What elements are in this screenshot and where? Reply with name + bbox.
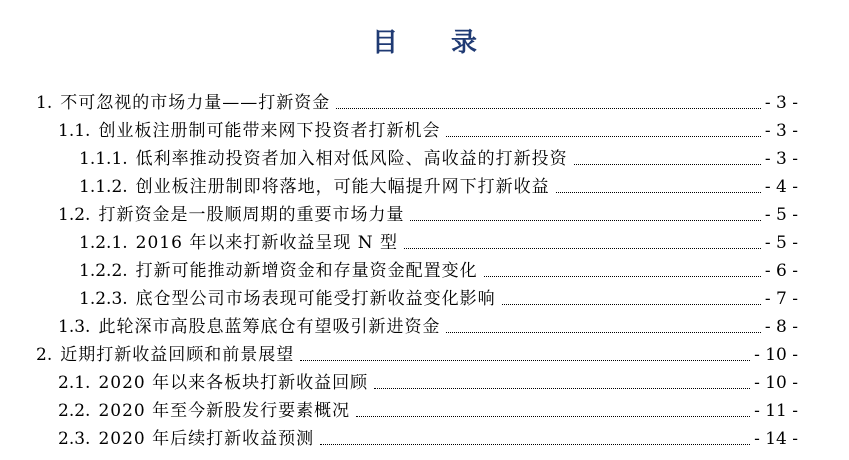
toc-entry-page: - 5 - (764, 205, 798, 225)
toc-title: 目 录 (371, 28, 500, 58)
toc-entry[interactable] (79, 170, 798, 198)
toc-dot-leader (574, 163, 761, 165)
toc-entry[interactable] (79, 254, 798, 282)
toc-entry-page: - 10 - (754, 345, 798, 365)
toc-entry[interactable] (58, 366, 798, 394)
toc-entry-number: 1.1. (58, 121, 91, 141)
toc-entry-number: 1.2.3. (79, 289, 128, 309)
toc-entry-page: - 5 - (764, 233, 798, 253)
toc-entry-text: 2020 年后续打新收益预测 (98, 429, 315, 449)
toc-entry-page: - 4 - (764, 177, 798, 197)
toc-entry-page: - 6 - (764, 261, 798, 281)
toc-entry[interactable] (79, 142, 798, 170)
toc-entry-text: 不可忽视的市场力量——打新资金 (60, 93, 331, 113)
toc-entry-page: - 10 - (754, 373, 798, 393)
toc-entry-number: 1.1.2. (79, 177, 128, 197)
toc-entry[interactable] (58, 422, 798, 450)
toc-entry-number: 1. (36, 93, 53, 113)
toc-entry-page: - 3 - (764, 149, 798, 169)
toc-dot-leader (484, 275, 761, 277)
toc-entry[interactable] (58, 198, 798, 226)
toc-entry-text: 此轮深市高股息蓝筹底仓有望吸引新进资金 (98, 317, 441, 337)
toc-entry-text: 2020 年至今新股发行要素概况 (98, 401, 351, 421)
toc-entry-number: 1.2.1. (79, 233, 128, 253)
toc-dot-leader (404, 247, 761, 249)
toc-entry-text: 2020 年以来各板块打新收益回顾 (98, 373, 369, 393)
toc-dot-leader (446, 135, 760, 137)
toc-entry-text: 底仓型公司市场表现可能受打新收益变化影响 (135, 289, 496, 309)
toc-entry-number: 2.2. (58, 401, 91, 421)
toc-entry-page: - 8 - (764, 317, 798, 337)
toc-entry-number: 2. (36, 345, 53, 365)
toc-entry-number: 2.3. (58, 429, 91, 449)
toc-entry-page: - 3 - (764, 93, 798, 113)
toc-entry-text: 打新资金是一股顺周期的重要市场力量 (98, 205, 405, 225)
toc-entry-text: 2016 年以来打新收益呈现 N 型 (135, 233, 399, 253)
toc-entry-number: 1.3. (58, 317, 91, 337)
toc-entry[interactable] (58, 394, 798, 422)
toc-entry-number: 1.2. (58, 205, 91, 225)
toc-entry[interactable] (36, 86, 798, 114)
toc-dot-leader (410, 219, 760, 221)
toc-dot-leader (502, 303, 761, 305)
toc-dot-leader (300, 359, 750, 361)
toc-entry-text: 近期打新收益回顾和前景展望 (60, 345, 295, 365)
toc-dot-leader (556, 191, 761, 193)
toc-entry-page: - 3 - (764, 121, 798, 141)
toc-entry-page: - 7 - (764, 289, 798, 309)
toc-entry[interactable] (79, 282, 798, 310)
toc-entry-text: 创业板注册制即将落地，可能大幅提升网下打新收益 (135, 177, 550, 197)
toc-dot-leader (446, 331, 760, 333)
toc-entry-page: - 14 - (754, 429, 798, 449)
toc-entry-number: 1.1.1. (79, 149, 128, 169)
toc-entry-text: 低利率推动投资者加入相对低风险、高收益的打新投资 (135, 149, 568, 169)
toc-entry-number: 2.1. (58, 373, 91, 393)
toc-entry-text: 打新可能推动新增资金和存量资金配置变化 (135, 261, 478, 281)
toc-dot-leader (374, 387, 750, 389)
toc-dot-leader (336, 107, 761, 109)
toc-entry[interactable] (58, 310, 798, 338)
toc-entry[interactable] (36, 338, 798, 366)
toc-entry-page: - 11 - (754, 401, 798, 421)
toc-entry[interactable] (58, 114, 798, 142)
toc-entry-number: 1.2.2. (79, 261, 128, 281)
toc-dot-leader (356, 415, 750, 417)
toc-entry-text: 创业板注册制可能带来网下投资者打新机会 (98, 121, 441, 141)
toc-dot-leader (320, 443, 750, 445)
toc-entry[interactable] (79, 226, 798, 254)
